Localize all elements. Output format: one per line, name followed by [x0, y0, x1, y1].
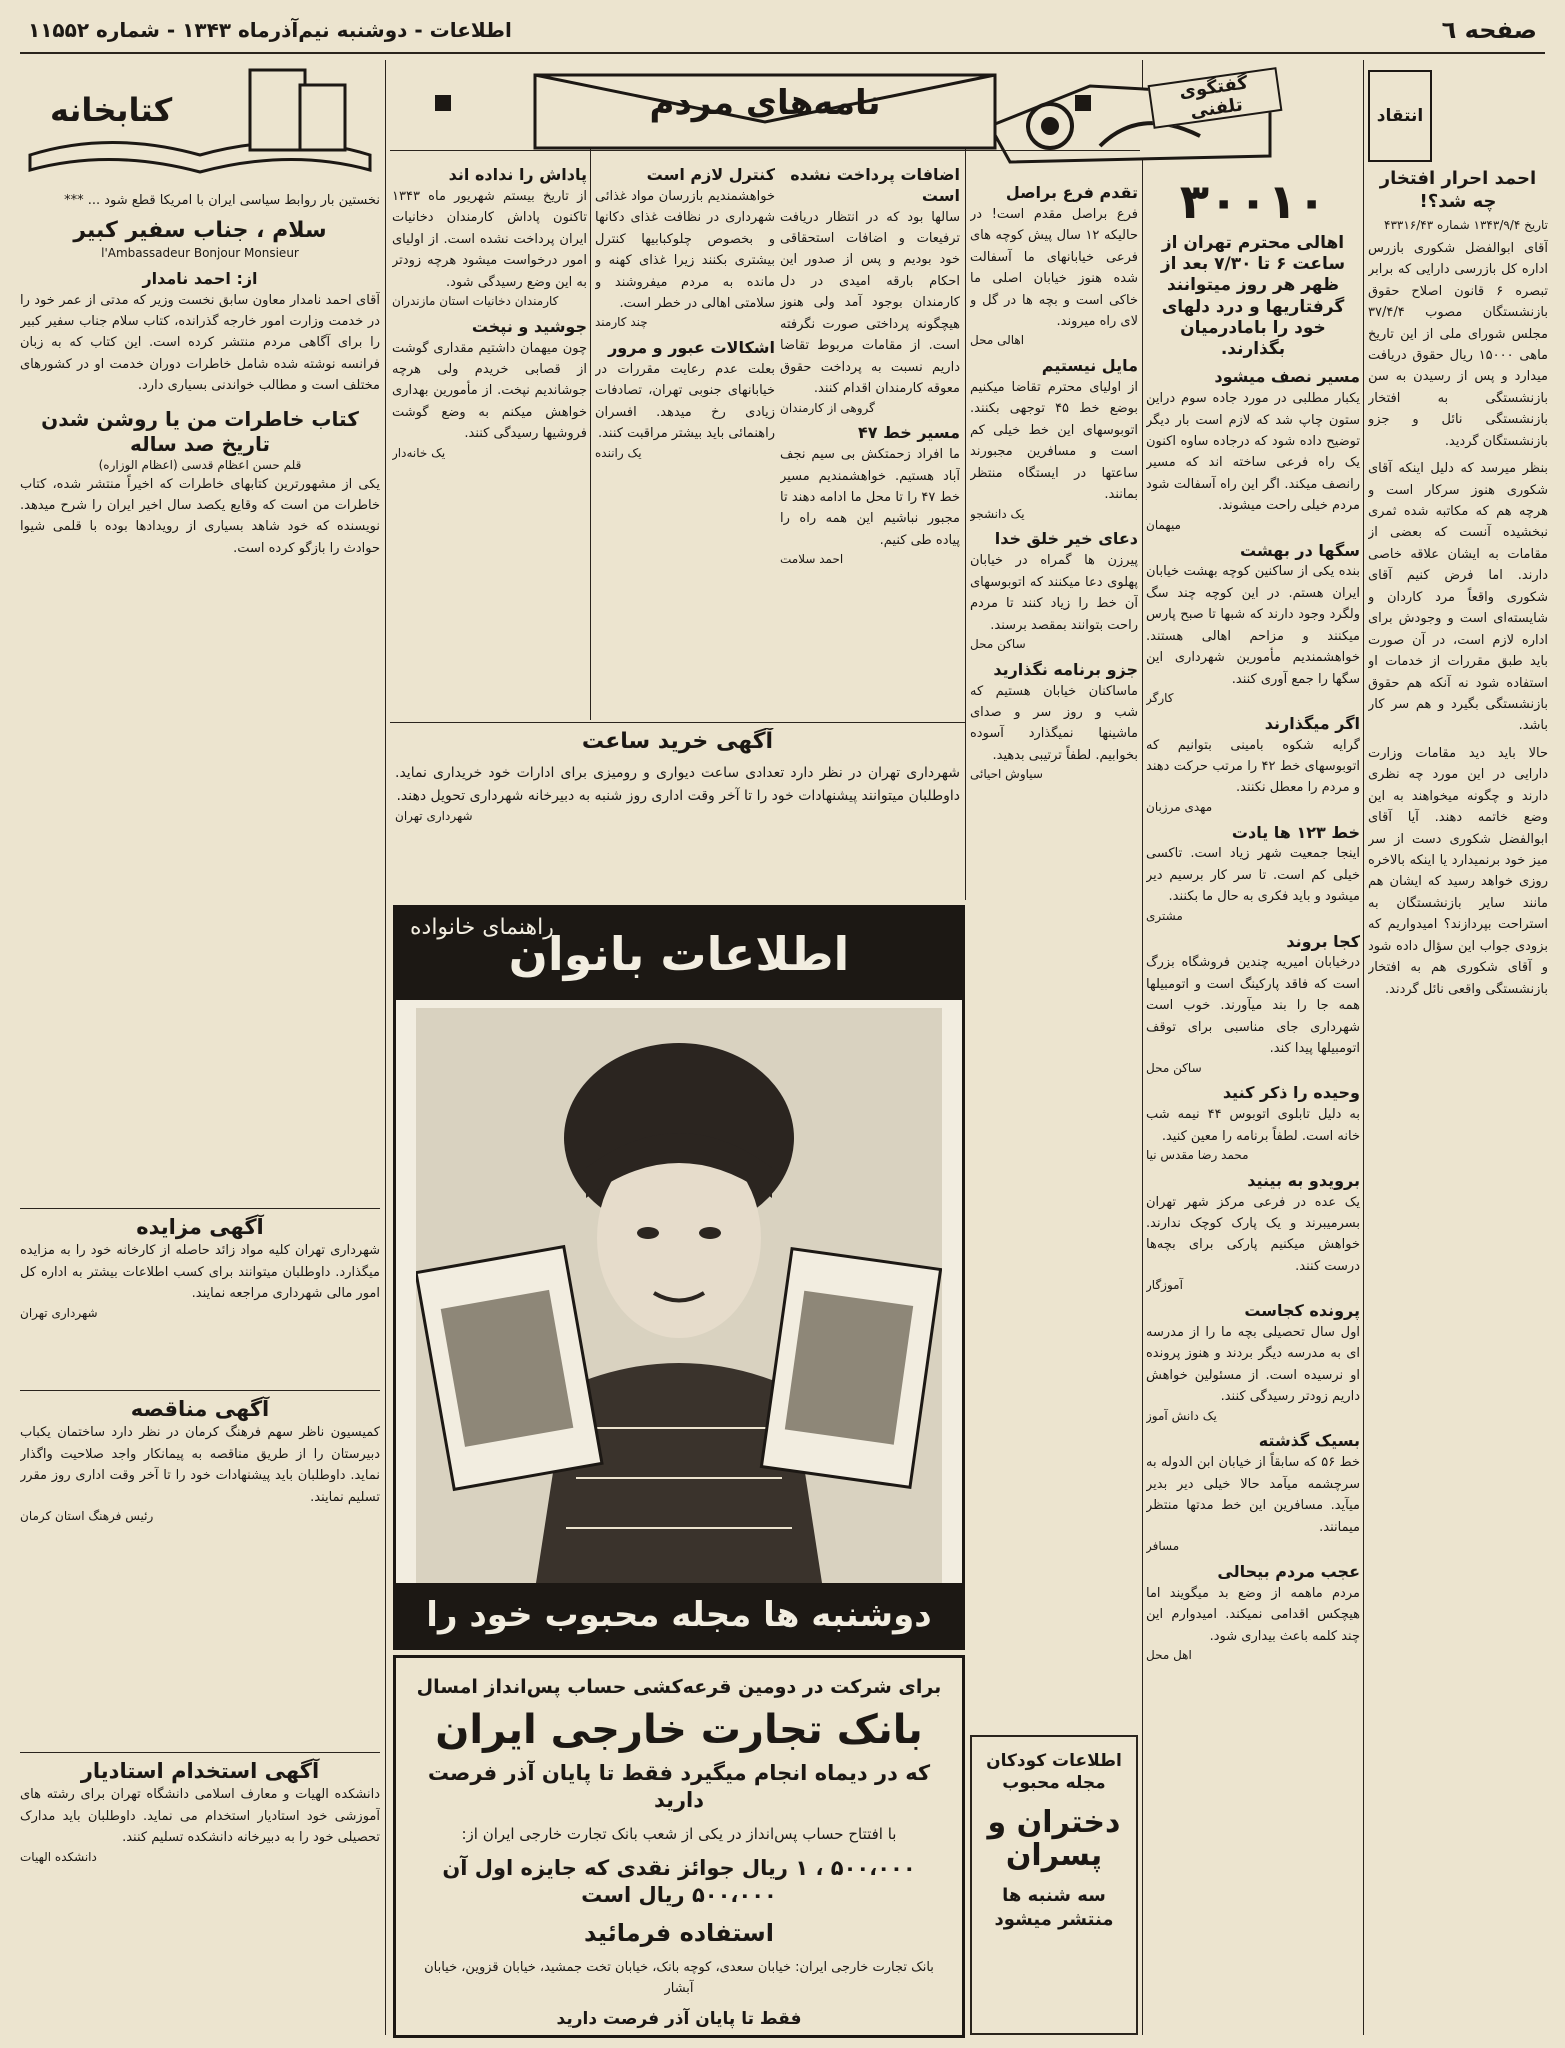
banovan-magazine-ad	[393, 905, 965, 1650]
hiring-title: آگهی استخدام استادیار	[80, 1759, 320, 1783]
phone-item-sig: یک دانش آموز	[1146, 1408, 1217, 1423]
phone-item-title: سگها در بهشت	[1240, 540, 1360, 560]
page-header	[20, 10, 1545, 54]
letter-title: مسیر خط ۴۷	[857, 423, 960, 443]
letter-title: جوشید و نپخت	[471, 316, 587, 336]
library-logo-art	[20, 60, 380, 180]
phone-item-text: یک عده در فرعی مرکز شهر تهران بسرمیبرند و یک پارک کوچک ندارند. خواهش میکنیم پارکی برای بچه‌ها درست کنند.	[1146, 1194, 1360, 1274]
kids-ad-foot: سه شنبه ها منتشر میشود	[994, 1885, 1114, 1930]
column-rule	[965, 140, 966, 900]
phone-item-sig: میهمان	[1146, 517, 1181, 532]
watch-notice-text: شهرداری تهران در نظر دارد تعدادی ساعت دیواری و رومیزی برای ادارات خود خریداری نماید. داوطلبان میتوانند پیشنهادات خود را تا آخر وقت اداری روز شنبه به دبیرخانه شهرداری تحویل دهند.	[395, 764, 960, 804]
book2-author: قلم حسن اعظام قدسی (اعظام الوزاره)	[98, 457, 302, 472]
letters-heading	[395, 60, 1135, 155]
kids-magazine-ad	[970, 1735, 1138, 2035]
phone-item-text: به دلیل تابلوی اتوبوس ۴۴ نیمه شب خانه است. لطفاً برنامه را معین کنید.	[1146, 1107, 1360, 1144]
tender-title: آگهی مناقصه	[130, 1397, 270, 1421]
letter-text: ماساکنان خیابان هستیم که شب و روز سر و صدای ماشینها نمیگذارد آسوده بخوابیم. لطفاً ترتیبی بدهید.	[970, 683, 1138, 763]
rule	[390, 150, 1140, 151]
tender-sig: رئیس فرهنگ استان کرمان	[20, 1509, 154, 1523]
phone-item-sig: آموزگار	[1146, 1278, 1183, 1293]
watch-notice-sig: شهرداری تهران	[395, 808, 473, 823]
phone-item-text: درخیابان امیریه چندین فروشگاه بزرگ است که فاقد پارکینگ است و اتومبیلها همه جا را بند میآورند. خوب است شهرداری جای مناسبی برای توقف اتومبیلها پیدا کند.	[1146, 955, 1360, 1057]
hiring-text: دانشکده الهیات و معارف اسلامی دانشگاه تهران برای رشته های آموزشی خود استادیار استخدام می نماید. داوطلبان باید مدارک تحصیلی خود را به دبیرخانه دانشکده تسلیم کنند.	[20, 1787, 380, 1846]
letter-sig: کارمندان دخانیات استان مازندران	[392, 293, 559, 308]
letter-text: سالها بود که در انتظار دریافت ترفیعات و اضافات استحقاقی خود بودیم و پس از صدور این احکام بارقه امیدی در دل کارمندان بوجود آمد ولی هنوز هیچگونه پرداختی صورت نگرفته است. از مقامات مربوط تقاضا داریم نسبت به پرداخت حقوق معوقه کارمندان اقدام کنند.	[780, 209, 960, 397]
letter-text: از تاریخ بیستم شهریور ماه ۱۳۴۳ تاکنون پاداش کارمندان دخانیات ایران پرداخت نشده است. از اولیای امور درخواست میشود هرچه زودتر به این وضع رسیدگی شود.	[392, 188, 587, 290]
letter-title: اضافات پرداخت نشده است	[790, 165, 960, 205]
letter-title: اشکالات عبور و مرور	[608, 338, 775, 358]
phone-item-text: خط ۵۶ که سابقاً از خیابان ابن الدوله به سرچشمه میآمد حالا خیلی دیر بدیر میآید. مسافرین این خط مدتها منتظر میمانند.	[1146, 1455, 1360, 1535]
book2-text: یکی از مشهورترین کتابهای خاطرات که اخیراً منتشر شده، کتاب خاطرات من است که وقایع یکصد سال اخیر ایران را شرح میدهد. نویسنده که خود شاهد بسیاری از رویدادها بوده با قلمی شیوا حوادث را بازگو کرده است.	[20, 476, 380, 556]
banovan-footer: دوشنبه ها مجله محبوب خود را	[396, 1583, 962, 1647]
phone-item-sig: اهل محل	[1146, 1647, 1192, 1662]
phone-item-sig: ساکن محل	[1146, 1060, 1202, 1075]
letter-title: دعای خیر خلق خدا	[994, 529, 1138, 549]
letter-text: از اولیای محترم تقاضا میکنیم بوضع خط ۴۵ توجهی بکنند. اتوبوسهای این خط خیلی کم است و مسافرین مجبورند ساعتها در ایستگاه منتظر بمانند.	[970, 380, 1138, 503]
letter-block	[595, 158, 775, 718]
bank-branches: بانک تجارت خارجی ایران: خیابان سعدی، کوچه بانک، خیابان تخت جمشید، خیابان قزوین، خیابان آبشار	[424, 1959, 934, 1997]
letter-sig: ساکن محل	[970, 636, 1026, 651]
phone-item-title: وحیده را ذکر کنید	[1222, 1083, 1360, 1103]
bank-cta: استفاده فرمائید	[584, 1918, 774, 1947]
letter-text: پیرزن ها گمراه در خیابان پهلوی دعا میکنند که اتوبوسهای آن خط را زیاد کنند تا مردم راحت بتوانند بمقصد برسند.	[970, 553, 1138, 633]
kids-ad-big: دختران و پسران	[987, 1805, 1121, 1874]
phone-item-sig: مهدی مرزبان	[1146, 799, 1213, 814]
column-rule	[1363, 60, 1364, 2035]
library-logo: کتابخانه	[50, 91, 173, 129]
phone-item-title: کجا بروند	[1286, 931, 1360, 951]
letter-sig: یک راننده	[595, 445, 642, 460]
rule	[20, 1390, 380, 1391]
criticism-paragraph: آقای ابوالفضل شکوری بازرس اداره کل بازرسی دارایی که برابر تبصره ۶ قانون اصلاح حقوق بازنشستگان مصوب ۳۷/۴/۴ مجلس شورای ملی از این تاریخ ماهی ۱۵۰۰۰ ریال حقوق دریافت میدارد و پس از رسیدن به سن بازنشستگی به افتخار بازنشستگی نائل و جزو بازنشستگان گردید.	[1368, 240, 1548, 449]
criticism-date: تاریخ ۱۳۴۳/۹/۴ شماره ۴۳۳۱۶/۴۳	[1384, 218, 1548, 232]
column-rule	[385, 60, 386, 2035]
phone-item-title: پرونده کجاست	[1244, 1301, 1360, 1321]
hiring-notice	[20, 1758, 380, 2036]
criticism-paragraph: بنظر میرسد که دلیل اینکه آقای شکوری هنوز سرکار است و هرچه هم که مکاتبه شده ثمری نبخشیده آنست که بعضی از مقامات به ایشان علاقه خاصی دارند. اما فرض کنیم آقای شکوری واقعاً مرد کاردان و شایسته‌ای است و وجودش برای اداره لازم است، در آن صورت باید طبق مقررات از خدمات او استفاده شود نه آنکه هم حقوق بازنشستگی بگیرد و هم سر کار باشد.	[1368, 461, 1548, 734]
letter-sig: یک دانشجو	[970, 506, 1025, 521]
letter-text: فرع براصل مقدم است! در حالیکه ۱۲ سال پیش کوچه های فرعی خیابانهای ما آسفالت شده هنوز خیابان اصلی ما خاکی است و بچه ها در گل و لای راه میروند.	[970, 206, 1138, 329]
letter-title: کنترل لازم است	[646, 165, 775, 184]
phone-item-sig: مشتری	[1146, 908, 1183, 923]
phone-number: ۳۰۰۱۰	[1179, 176, 1327, 230]
letter-title: مایل نیستیم	[1041, 356, 1138, 376]
letter-sig: گروهی از کارمندان	[780, 400, 875, 415]
auction-title: آگهی مزایده	[136, 1215, 264, 1239]
letter-title: تقدم فرع براصل	[1005, 183, 1138, 202]
letters-column-three	[970, 176, 1138, 1676]
letter-title: پاداش را نداده اند	[448, 165, 587, 184]
column-rule	[1142, 60, 1143, 2035]
page-number: صفحه ٦	[1441, 16, 1537, 44]
phone-intro: اهالی محترم تهران از ساعت ۶ تا ۷/۳۰ بعد از ظهر هر روز میتوانند گرفتاریها و درد دلهای خود را بامادرمیان بگذارند.	[1160, 232, 1346, 360]
criticism-paragraph: حالا باید دید مقامات وزارت دارایی در این مورد چه نظری دارند و چگونه میخواهند به این وضع خاتمه دهند. آیا آقای ابوالفضل شکوری دست از سر میز خود برنمیدارد یا اینکه بالاخره روزی خواهد رسید که ایشان هم مانند سایر بازنشستگان به استراحت بپردازند؟ امیدواریم که بزودی جواب این سؤال داده شود و آقای شکوری هم به افتخار بازنشستگی واقعی نائل گردند.	[1368, 745, 1548, 997]
rule	[20, 1752, 380, 1753]
phone-item-text: اول سال تحصیلی بچه ما را از مدرسه ای به مدرسه دیگر بردند و هنوز پرونده او نرسیده است. از مسئولین خواهش داریم زودتر رسیدگی کنند.	[1146, 1324, 1360, 1405]
book1-title: سلام ، جناب سفیر کبیر	[73, 218, 327, 244]
letter-text: ما افراد زحمتکش بی سیم نجف آباد هستیم. خواهشمندیم مسیر خط ۴۷ را تا محل ما ادامه دهند تا مجبور نباشیم این همه راه را پیاده طی کنیم.	[780, 447, 960, 548]
rule	[20, 1208, 380, 1209]
phone-item-text: بنده یکی از ساکنین کوچه بهشت خیابان ایران هستم. در این کوچه چند سگ ولگرد وجود دارند که شبها تا صبح پارس میکنند و مزاحم اهالی هستند. خواهشمندیم مأمورین شهرداری این سگها را جمع آوری کنند.	[1146, 564, 1360, 687]
letter-text: چون میهمان داشتیم مقداری گوشت از قصابی خریدم ولی هرچه جوشاندیم نپخت. از مأمورین بهداری خواهش میکنم به وضع گوشت فروشیها رسیدگی کنند.	[392, 340, 587, 442]
phone-item-text: اینجا جمعیت شهر زیاد است. تاکسی خیلی کم است. تا سر کار برسیم دیر میشود و باید فکری به حال ما بکنند.	[1146, 846, 1360, 905]
bank-name: بانک تجارت خارجی ایران	[435, 1706, 923, 1753]
book1-text: آقای احمد نامدار معاون سابق نخست وزیر که مدتی از عمر خود را در خدمت وزارت امور خارجه گذرانده، کتاب سلام جناب سفیر کبیر را برای آگاهی مردم منتشر کرده است. این کتاب که به زبان فرانسه نوشته شده شامل خاطرات دوران خدمت او در کشورهای مختلف است و مطالب خواندنی بسیاری دارد.	[20, 292, 380, 394]
watch-notice	[395, 728, 960, 898]
bank-footer: فقط تا پایان آذر فرصت دارید	[556, 2008, 802, 2029]
auction-notice	[20, 1214, 380, 1384]
letter-text: بعلت عدم رعایت مقررات در خیابانهای جنوبی تهران، تصادفات زیادی رخ میدهد. افسران راهنمائی باید بیشتر مراقبت کنند.	[595, 362, 775, 442]
bank-line2: که در دیماه انجام میگیرد فقط تا پایان آذر فرصت دارید	[427, 1760, 931, 1812]
tender-text: کمیسیون ناظر سهم فرهنگ کرمان در نظر دارد ساختمان یکباب دبیرستان را از طریق مناقصه به پیمانکار واجد صلاحیت واگذار نماید. داوطلبان باید پیشنهادات خود را تا آخر وقت اداری روز مقرر تسلیم نمایند.	[20, 1425, 380, 1505]
book2-title: کتاب خاطرات من یا روشن شدن تاریخ صد ساله	[41, 406, 359, 456]
bank-line3: با افتتاح حساب پس‌انداز در یکی از شعب بانک تجارت خارجی ایران از:	[461, 1825, 897, 1844]
letter-block	[780, 158, 960, 688]
criticism-title: احمد احرار افتخار چه شد؟!	[1379, 168, 1537, 212]
letter-title: جزو برنامه نگذارید	[993, 659, 1138, 679]
phone-item-title: خط ۱۲۳ ها یادت	[1231, 822, 1360, 842]
hiring-sig: دانشکده الهیات	[20, 1849, 97, 1864]
phone-item-title: بسیک گذشته	[1258, 1431, 1360, 1451]
banovan-title: اطلاعات بانوان	[396, 908, 962, 1000]
letter-text: خواهشمندیم بازرسان مواد غذائی شهرداری در نظافت غذای دکانها و بخصوص چلوکبابیها کنترل بیشتری بکنند زیرا غذای کهنه و مانده به مردم میفروشند و سلامتی اهالی در خطر است.	[595, 188, 775, 311]
phone-column	[1146, 176, 1360, 1721]
book1-subtitle: l'Ambassadeur Bonjour Monsieur	[101, 245, 299, 260]
letter-sig: سیاوش احیائی	[970, 767, 1043, 782]
bank-line1: برای شرکت در دومین قرعه‌کشی حساب پس‌انداز امسال	[416, 1676, 942, 1698]
library-intro: نخستین بار روابط سیاسی ایران با امریکا قطع شود ... ***	[64, 193, 380, 208]
phone-item-text: مردم ماهمه از وضع بد میگویند اما هیچکس اقدامی نمیکند. امیدوارم این چند کلمه باعث بیداری شود.	[1146, 1585, 1360, 1644]
phone-item-title: برویدو به بینید	[1247, 1170, 1360, 1190]
phone-item-sig: کارگر	[1146, 690, 1174, 705]
woman-photo	[416, 1008, 942, 1577]
banovan-subtitle: راهنمای خانواده	[410, 915, 554, 940]
bank-prize: ۵۰۰،۰۰۰ ، ۱ ریال جوائز نقدی که جایزه اول آن ۵۰۰،۰۰۰ ریال است	[442, 1856, 916, 1908]
library-column	[20, 190, 380, 1200]
book1-author: از: احمد نامدار	[142, 268, 258, 288]
phone-item-text: یکبار مطلبی در مورد جاده سوم دراین ستون چاپ شد که لازم است بار دیگر توضیح داده شود که درجاده ساوه اکنون یک راه فرعی ساخته اند که مسیر رانصف میکند. اگر این راه آسفالت شود مردم خیلی راحت میشوند.	[1146, 391, 1360, 514]
phone-item-title: اگر میگذارند	[1264, 713, 1360, 733]
bank-ad	[393, 1655, 965, 2038]
phone-item-title: مسیر نصف میشود	[1214, 367, 1360, 387]
letter-sig: یک خانه‌دار	[392, 445, 446, 460]
kids-ad-title: اطلاعات کودکان مجله محبوب	[986, 1751, 1122, 1794]
phone-item-title: عجب مردم بیحالی	[1217, 1561, 1360, 1581]
letter-sig: چند کارمند	[595, 315, 648, 330]
woman-with-magazines-image	[416, 1008, 942, 1583]
tender-notice	[20, 1396, 380, 1746]
phone-item-sig: محمد رضا مقدس نیا	[1146, 1148, 1249, 1162]
letter-block	[392, 158, 587, 718]
issue-info: اطلاعات - دوشنبه نیم‌آذرماه ۱۳۴۳ - شماره ۱۱۵۵۲	[28, 18, 512, 42]
rule	[390, 722, 965, 723]
phone-item-sig: مسافر	[1146, 1539, 1180, 1554]
letter-sig: احمد سلامت	[780, 552, 844, 567]
auction-sig: شهرداری تهران	[20, 1305, 98, 1320]
letter-sig: اهالی محل	[970, 333, 1025, 348]
watch-notice-title: آگهی خرید ساعت	[581, 729, 774, 754]
phone-item-text: گرایه شکوه بامینی بتوانیم که اتوبوسهای خط ۴۲ را مرتب حرکت دهند و مردم را معطل نکنند.	[1146, 737, 1360, 796]
enteghad-logo: انتقاد	[1368, 70, 1432, 162]
column-rule	[590, 140, 591, 720]
letters-heading-text: نامه‌های مردم	[649, 83, 881, 123]
criticism-column	[1368, 168, 1548, 2038]
phone-talk-logo: گفتگوی تلفنی	[1148, 67, 1283, 129]
auction-text: شهرداری تهران کلیه مواد زائد حاصله از کارخانه خود را به مزایده میگذارد. داوطلبان میتوانند برای کسب اطلاعات بیشتر به اداره کل امور مالی شهرداری مراجعه نمایند.	[20, 1243, 380, 1302]
